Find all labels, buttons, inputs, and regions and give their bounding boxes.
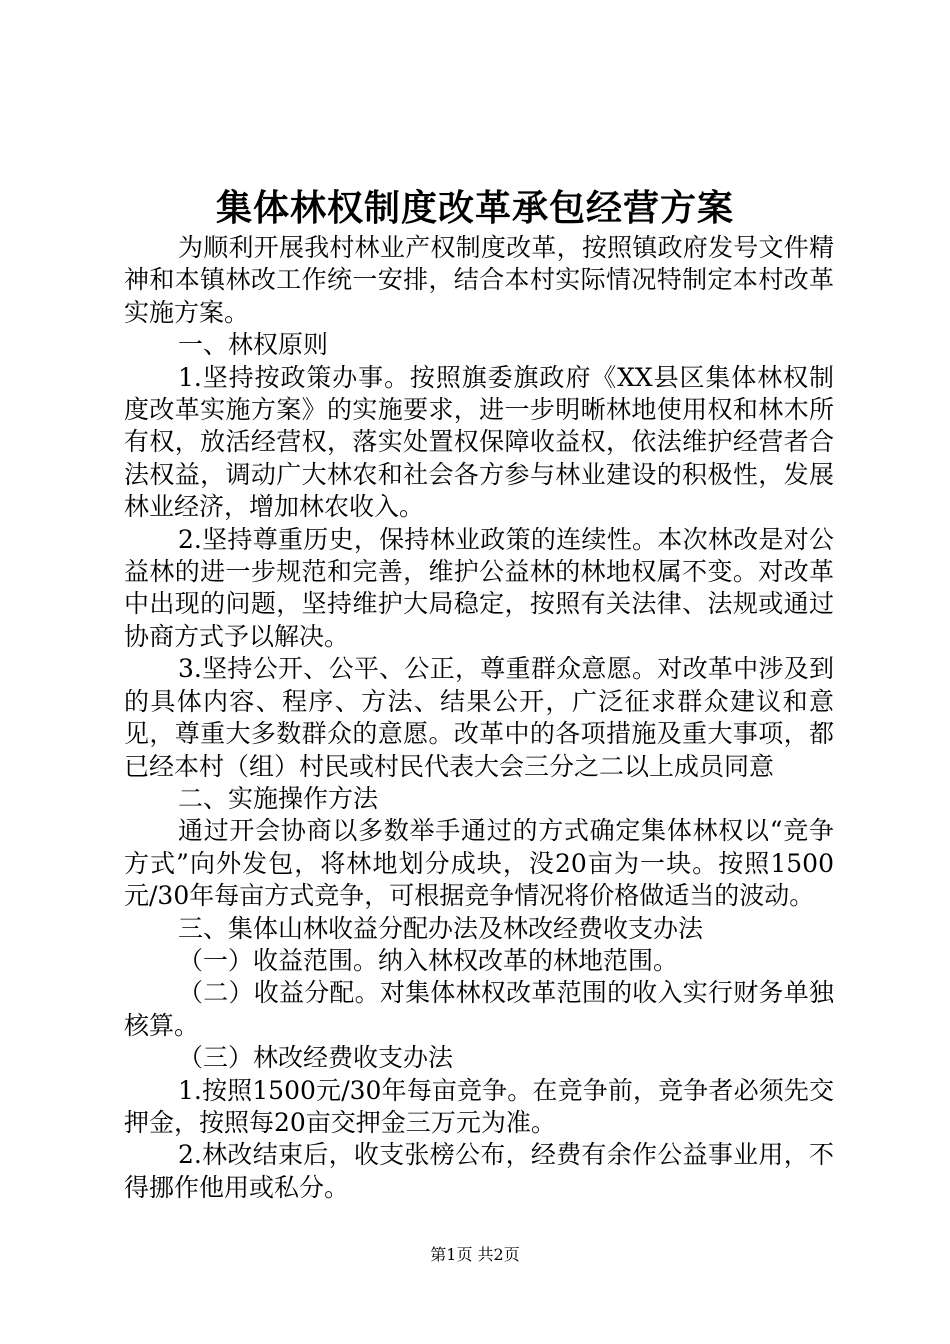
fee-method-heading: （三）林改经费收支办法 [178, 1043, 454, 1073]
fee-rule-1: 1.按照1500元/30年每亩竞争。在竞争前，竞争者必须先交押金，按照每20亩交押金三万元为准。 [124, 1075, 834, 1137]
page-footer: 第1页 共2页 [430, 1245, 520, 1264]
fee-rule-2: 2.林改结束后，收支张榜公布，经费有余作公益事业用，不得挪作他用或私分。 [124, 1140, 834, 1202]
method-paragraph: 通过开会协商以多数举手通过的方式确定集体林权以“竞争方式”向外发包，将林地划分成块，没20亩为一块。按照1500元/30年每亩方式竞争，可根据竞争情况将价格做适当的波动。 [124, 816, 834, 911]
section-heading-3: 三、集体山林收益分配办法及林改经费收支办法 [178, 913, 704, 943]
principle-1: 1.坚持按政策办事。按照旗委旗政府《XX县区集体林权制度改革实施方案》的实施要求，进一步明晰林地使用权和林木所有权，放活经营权，落实处置权保障收益权，依法维护经营者合法权益，调动广大林农和社会各方参与林业建设的积极性，发展林业经济，增加林农收入。 [124, 362, 834, 522]
principle-3: 3.坚持公开、公平、公正，尊重群众意愿。对改革中涉及到的具体内容、程序、方法、结果公开，广泛征求群众建议和意见，尊重大多数群众的意愿。改革中的各项措施及重大事项，都已经本村（组）村民或村民代表大会三分之二以上成员同意 [124, 654, 834, 781]
revenue-distribution: （二）收益分配。对集体林权改革范围的收入实行财务单独核算。 [124, 978, 834, 1040]
section-heading-1: 一、林权原则 [178, 330, 329, 360]
intro-paragraph: 为顺利开展我村林业产权制度改革，按照镇政府发号文件精神和本镇林改工作统一安排，结合本村实际情况特制定本村改革实施方案。 [124, 233, 834, 327]
revenue-scope: （一）收益范围。纳入林权改革的林地范围。 [178, 945, 679, 975]
document-title: 集体林权制度改革承包经营方案 [215, 188, 734, 229]
document-body [124, 232, 834, 1204]
section-heading-2: 二、实施操作方法 [178, 783, 379, 813]
principle-2: 2.坚持尊重历史，保持林业政策的连续性。本次林改是对公益林的进一步规范和完善，维护公益林的林地权属不变。对改革中出现的问题，坚持维护大局稳定，按照有关法律、法规或通过协商方式予以解决。 [124, 524, 834, 651]
